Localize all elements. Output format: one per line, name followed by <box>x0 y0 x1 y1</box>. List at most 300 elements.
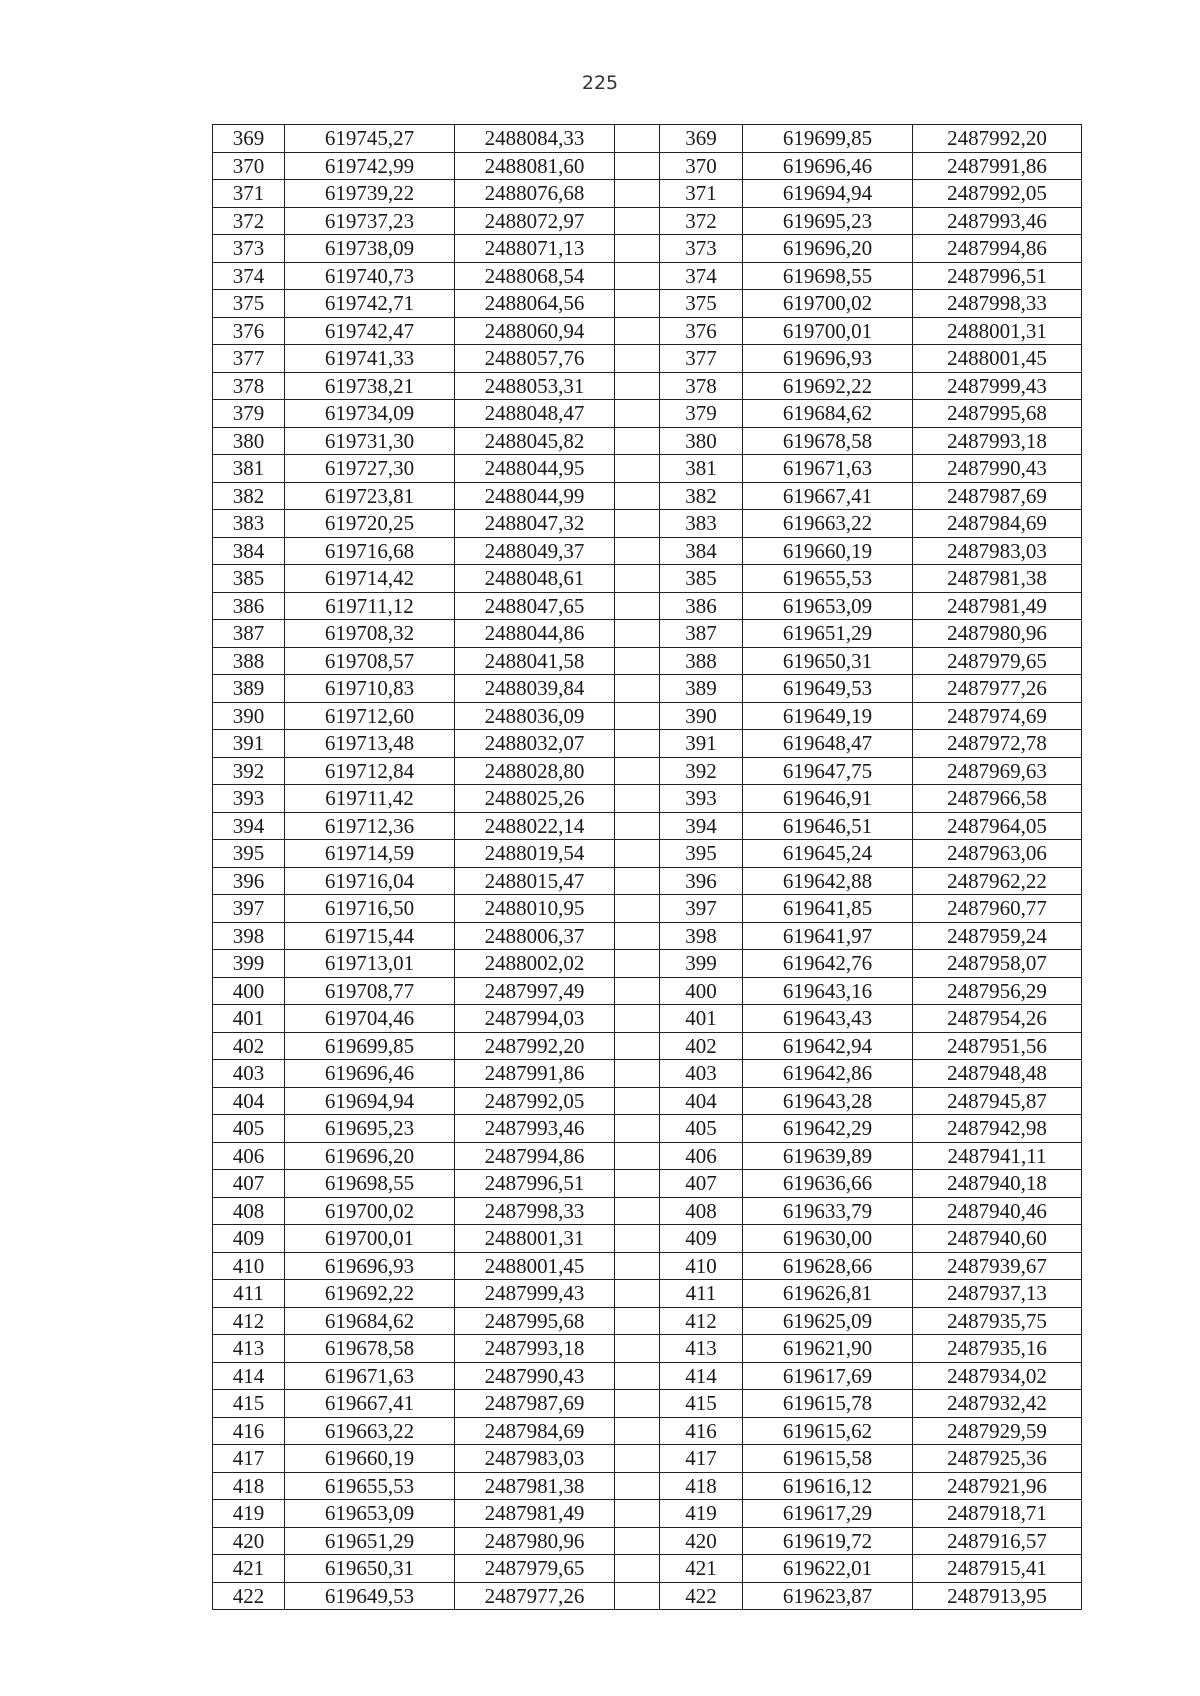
left-y-coordinate-cell: 2487992,05 <box>455 1087 615 1115</box>
right-point-number-cell: 369 <box>660 125 743 153</box>
right-point-number-cell: 393 <box>660 785 743 813</box>
table-row <box>213 1197 1082 1225</box>
spacer-cell <box>615 785 660 813</box>
table-row <box>213 1555 1082 1583</box>
right-point-number-cell: 377 <box>660 345 743 373</box>
right-y-coordinate-cell: 2487962,22 <box>913 867 1082 895</box>
table-row <box>213 345 1082 373</box>
right-point-number-cell: 412 <box>660 1307 743 1335</box>
right-y-coordinate-cell: 2487929,59 <box>913 1417 1082 1445</box>
left-x-coordinate-cell: 619695,23 <box>285 1115 455 1143</box>
page-number: 225 <box>581 72 619 94</box>
left-point-number-cell: 412 <box>213 1307 285 1335</box>
right-y-coordinate-cell: 2487992,20 <box>913 125 1082 153</box>
right-point-number-cell: 384 <box>660 537 743 565</box>
spacer-cell <box>615 482 660 510</box>
left-x-coordinate-cell: 619740,73 <box>285 262 455 290</box>
right-x-coordinate-cell: 619621,90 <box>743 1335 913 1363</box>
right-x-coordinate-cell: 619660,19 <box>743 537 913 565</box>
right-point-number-cell: 422 <box>660 1582 743 1610</box>
left-point-number-cell: 369 <box>213 125 285 153</box>
table-row <box>213 1032 1082 1060</box>
spacer-cell <box>615 345 660 373</box>
right-x-coordinate-cell: 619617,29 <box>743 1500 913 1528</box>
left-y-coordinate-cell: 2488049,37 <box>455 537 615 565</box>
left-y-coordinate-cell: 2488039,84 <box>455 675 615 703</box>
left-x-coordinate-cell: 619734,09 <box>285 400 455 428</box>
table-row <box>213 867 1082 895</box>
left-y-coordinate-cell: 2487994,86 <box>455 1142 615 1170</box>
left-y-coordinate-cell: 2487981,49 <box>455 1500 615 1528</box>
right-point-number-cell: 421 <box>660 1555 743 1583</box>
left-x-coordinate-cell: 619723,81 <box>285 482 455 510</box>
right-x-coordinate-cell: 619671,63 <box>743 455 913 483</box>
right-y-coordinate-cell: 2487981,38 <box>913 565 1082 593</box>
left-x-coordinate-cell: 619716,04 <box>285 867 455 895</box>
left-x-coordinate-cell: 619708,57 <box>285 647 455 675</box>
right-point-number-cell: 398 <box>660 922 743 950</box>
table-row <box>213 895 1082 923</box>
spacer-cell <box>615 1280 660 1308</box>
left-point-number-cell: 420 <box>213 1527 285 1555</box>
table-row <box>213 1362 1082 1390</box>
table-row <box>213 537 1082 565</box>
table-row <box>213 317 1082 345</box>
left-point-number-cell: 373 <box>213 235 285 263</box>
table-row <box>213 1445 1082 1473</box>
spacer-cell <box>615 647 660 675</box>
left-y-coordinate-cell: 2487987,69 <box>455 1390 615 1418</box>
right-x-coordinate-cell: 619700,01 <box>743 317 913 345</box>
table-row <box>213 1390 1082 1418</box>
left-x-coordinate-cell: 619742,71 <box>285 290 455 318</box>
table-row <box>213 1335 1082 1363</box>
table-row <box>213 1252 1082 1280</box>
right-y-coordinate-cell: 2487972,78 <box>913 730 1082 758</box>
left-x-coordinate-cell: 619714,59 <box>285 840 455 868</box>
table-row <box>213 675 1082 703</box>
left-y-coordinate-cell: 2488036,09 <box>455 702 615 730</box>
spacer-cell <box>615 1005 660 1033</box>
right-point-number-cell: 417 <box>660 1445 743 1473</box>
right-x-coordinate-cell: 619642,76 <box>743 950 913 978</box>
right-y-coordinate-cell: 2487935,75 <box>913 1307 1082 1335</box>
left-x-coordinate-cell: 619651,29 <box>285 1527 455 1555</box>
spacer-cell <box>615 510 660 538</box>
table-row <box>213 812 1082 840</box>
table-row <box>213 510 1082 538</box>
right-x-coordinate-cell: 619696,46 <box>743 152 913 180</box>
right-point-number-cell: 380 <box>660 427 743 455</box>
right-x-coordinate-cell: 619642,88 <box>743 867 913 895</box>
right-x-coordinate-cell: 619639,89 <box>743 1142 913 1170</box>
spacer-cell <box>615 455 660 483</box>
left-point-number-cell: 418 <box>213 1472 285 1500</box>
left-y-coordinate-cell: 2487992,20 <box>455 1032 615 1060</box>
table-row <box>213 1142 1082 1170</box>
spacer-cell <box>615 372 660 400</box>
left-x-coordinate-cell: 619738,09 <box>285 235 455 263</box>
left-y-coordinate-cell: 2488072,97 <box>455 207 615 235</box>
left-x-coordinate-cell: 619694,94 <box>285 1087 455 1115</box>
right-x-coordinate-cell: 619628,66 <box>743 1252 913 1280</box>
right-y-coordinate-cell: 2487980,96 <box>913 620 1082 648</box>
spacer-cell <box>615 1115 660 1143</box>
right-y-coordinate-cell: 2487995,68 <box>913 400 1082 428</box>
left-x-coordinate-cell: 619712,84 <box>285 757 455 785</box>
left-point-number-cell: 417 <box>213 1445 285 1473</box>
left-y-coordinate-cell: 2488010,95 <box>455 895 615 923</box>
left-point-number-cell: 394 <box>213 812 285 840</box>
right-point-number-cell: 370 <box>660 152 743 180</box>
right-point-number-cell: 383 <box>660 510 743 538</box>
left-y-coordinate-cell: 2487991,86 <box>455 1060 615 1088</box>
right-x-coordinate-cell: 619667,41 <box>743 482 913 510</box>
left-y-coordinate-cell: 2488001,31 <box>455 1225 615 1253</box>
right-point-number-cell: 379 <box>660 400 743 428</box>
right-y-coordinate-cell: 2487916,57 <box>913 1527 1082 1555</box>
right-y-coordinate-cell: 2487998,33 <box>913 290 1082 318</box>
right-point-number-cell: 386 <box>660 592 743 620</box>
right-x-coordinate-cell: 619641,85 <box>743 895 913 923</box>
table-row <box>213 1280 1082 1308</box>
left-y-coordinate-cell: 2487998,33 <box>455 1197 615 1225</box>
right-x-coordinate-cell: 619619,72 <box>743 1527 913 1555</box>
right-point-number-cell: 401 <box>660 1005 743 1033</box>
right-y-coordinate-cell: 2487925,36 <box>913 1445 1082 1473</box>
right-y-coordinate-cell: 2487956,29 <box>913 977 1082 1005</box>
right-y-coordinate-cell: 2487992,05 <box>913 180 1082 208</box>
right-y-coordinate-cell: 2487999,43 <box>913 372 1082 400</box>
right-y-coordinate-cell: 2487966,58 <box>913 785 1082 813</box>
right-y-coordinate-cell: 2487990,43 <box>913 455 1082 483</box>
left-y-coordinate-cell: 2487997,49 <box>455 977 615 1005</box>
left-y-coordinate-cell: 2487995,68 <box>455 1307 615 1335</box>
left-point-number-cell: 389 <box>213 675 285 703</box>
right-y-coordinate-cell: 2488001,31 <box>913 317 1082 345</box>
spacer-cell <box>615 1335 660 1363</box>
right-y-coordinate-cell: 2487939,67 <box>913 1252 1082 1280</box>
left-y-coordinate-cell: 2488081,60 <box>455 152 615 180</box>
left-y-coordinate-cell: 2487984,69 <box>455 1417 615 1445</box>
right-x-coordinate-cell: 619648,47 <box>743 730 913 758</box>
right-y-coordinate-cell: 2487977,26 <box>913 675 1082 703</box>
spacer-cell <box>615 1225 660 1253</box>
left-y-coordinate-cell: 2488044,95 <box>455 455 615 483</box>
table-row <box>213 922 1082 950</box>
right-x-coordinate-cell: 619653,09 <box>743 592 913 620</box>
table-row <box>213 262 1082 290</box>
spacer-cell <box>615 977 660 1005</box>
spacer-cell <box>615 895 660 923</box>
right-y-coordinate-cell: 2487954,26 <box>913 1005 1082 1033</box>
right-point-number-cell: 378 <box>660 372 743 400</box>
table-row <box>213 1225 1082 1253</box>
spacer-cell <box>615 235 660 263</box>
right-x-coordinate-cell: 619616,12 <box>743 1472 913 1500</box>
right-point-number-cell: 389 <box>660 675 743 703</box>
right-point-number-cell: 413 <box>660 1335 743 1363</box>
right-y-coordinate-cell: 2487969,63 <box>913 757 1082 785</box>
right-point-number-cell: 403 <box>660 1060 743 1088</box>
right-point-number-cell: 399 <box>660 950 743 978</box>
spacer-cell <box>615 1500 660 1528</box>
left-x-coordinate-cell: 619708,32 <box>285 620 455 648</box>
spacer-cell <box>615 180 660 208</box>
spacer-cell <box>615 620 660 648</box>
right-x-coordinate-cell: 619642,29 <box>743 1115 913 1143</box>
table-row <box>213 1060 1082 1088</box>
left-point-number-cell: 410 <box>213 1252 285 1280</box>
right-point-number-cell: 396 <box>660 867 743 895</box>
right-y-coordinate-cell: 2487959,24 <box>913 922 1082 950</box>
left-point-number-cell: 402 <box>213 1032 285 1060</box>
left-point-number-cell: 387 <box>213 620 285 648</box>
right-y-coordinate-cell: 2487993,46 <box>913 207 1082 235</box>
left-point-number-cell: 397 <box>213 895 285 923</box>
left-point-number-cell: 375 <box>213 290 285 318</box>
left-point-number-cell: 381 <box>213 455 285 483</box>
left-y-coordinate-cell: 2487993,46 <box>455 1115 615 1143</box>
right-point-number-cell: 392 <box>660 757 743 785</box>
left-x-coordinate-cell: 619714,42 <box>285 565 455 593</box>
right-x-coordinate-cell: 619617,69 <box>743 1362 913 1390</box>
left-x-coordinate-cell: 619699,85 <box>285 1032 455 1060</box>
right-point-number-cell: 382 <box>660 482 743 510</box>
table-row <box>213 785 1082 813</box>
left-x-coordinate-cell: 619704,46 <box>285 1005 455 1033</box>
table-row <box>213 455 1082 483</box>
right-x-coordinate-cell: 619655,53 <box>743 565 913 593</box>
left-x-coordinate-cell: 619715,44 <box>285 922 455 950</box>
table-row <box>213 1500 1082 1528</box>
table-row <box>213 400 1082 428</box>
left-y-coordinate-cell: 2488047,65 <box>455 592 615 620</box>
left-x-coordinate-cell: 619667,41 <box>285 1390 455 1418</box>
left-y-coordinate-cell: 2487981,38 <box>455 1472 615 1500</box>
right-x-coordinate-cell: 619698,55 <box>743 262 913 290</box>
left-y-coordinate-cell: 2487996,51 <box>455 1170 615 1198</box>
table-row <box>213 647 1082 675</box>
table-row <box>213 125 1082 153</box>
left-y-coordinate-cell: 2488028,80 <box>455 757 615 785</box>
spacer-cell <box>615 1087 660 1115</box>
right-point-number-cell: 371 <box>660 180 743 208</box>
spacer-cell <box>615 207 660 235</box>
left-y-coordinate-cell: 2488076,68 <box>455 180 615 208</box>
spacer-cell <box>615 675 660 703</box>
right-y-coordinate-cell: 2487935,16 <box>913 1335 1082 1363</box>
left-y-coordinate-cell: 2487983,03 <box>455 1445 615 1473</box>
spacer-cell <box>615 867 660 895</box>
table-row <box>213 620 1082 648</box>
spacer-cell <box>615 1362 660 1390</box>
left-point-number-cell: 383 <box>213 510 285 538</box>
right-y-coordinate-cell: 2487984,69 <box>913 510 1082 538</box>
right-x-coordinate-cell: 619641,97 <box>743 922 913 950</box>
right-point-number-cell: 418 <box>660 1472 743 1500</box>
right-point-number-cell: 391 <box>660 730 743 758</box>
left-y-coordinate-cell: 2488045,82 <box>455 427 615 455</box>
right-y-coordinate-cell: 2487934,02 <box>913 1362 1082 1390</box>
left-y-coordinate-cell: 2488071,13 <box>455 235 615 263</box>
right-y-coordinate-cell: 2488001,45 <box>913 345 1082 373</box>
left-y-coordinate-cell: 2488084,33 <box>455 125 615 153</box>
left-y-coordinate-cell: 2488047,32 <box>455 510 615 538</box>
left-x-coordinate-cell: 619720,25 <box>285 510 455 538</box>
left-point-number-cell: 408 <box>213 1197 285 1225</box>
left-point-number-cell: 374 <box>213 262 285 290</box>
left-x-coordinate-cell: 619655,53 <box>285 1472 455 1500</box>
right-y-coordinate-cell: 2487945,87 <box>913 1087 1082 1115</box>
right-x-coordinate-cell: 619625,09 <box>743 1307 913 1335</box>
table-row <box>213 482 1082 510</box>
left-x-coordinate-cell: 619711,12 <box>285 592 455 620</box>
table-row <box>213 565 1082 593</box>
left-point-number-cell: 396 <box>213 867 285 895</box>
table-row <box>213 1472 1082 1500</box>
left-x-coordinate-cell: 619698,55 <box>285 1170 455 1198</box>
spacer-cell <box>615 1445 660 1473</box>
spacer-cell <box>615 290 660 318</box>
table-row <box>213 1582 1082 1610</box>
table-row <box>213 1115 1082 1143</box>
right-y-coordinate-cell: 2487948,48 <box>913 1060 1082 1088</box>
left-x-coordinate-cell: 619713,01 <box>285 950 455 978</box>
right-point-number-cell: 381 <box>660 455 743 483</box>
right-x-coordinate-cell: 619649,53 <box>743 675 913 703</box>
right-x-coordinate-cell: 619643,16 <box>743 977 913 1005</box>
left-point-number-cell: 404 <box>213 1087 285 1115</box>
left-point-number-cell: 403 <box>213 1060 285 1088</box>
right-y-coordinate-cell: 2487932,42 <box>913 1390 1082 1418</box>
left-x-coordinate-cell: 619684,62 <box>285 1307 455 1335</box>
left-x-coordinate-cell: 619663,22 <box>285 1417 455 1445</box>
left-point-number-cell: 384 <box>213 537 285 565</box>
left-y-coordinate-cell: 2488006,37 <box>455 922 615 950</box>
spacer-cell <box>615 1032 660 1060</box>
right-x-coordinate-cell: 619699,85 <box>743 125 913 153</box>
right-x-coordinate-cell: 619650,31 <box>743 647 913 675</box>
right-point-number-cell: 394 <box>660 812 743 840</box>
spacer-cell <box>615 125 660 153</box>
left-point-number-cell: 395 <box>213 840 285 868</box>
right-x-coordinate-cell: 619623,87 <box>743 1582 913 1610</box>
table-row <box>213 730 1082 758</box>
left-y-coordinate-cell: 2487990,43 <box>455 1362 615 1390</box>
right-point-number-cell: 397 <box>660 895 743 923</box>
left-point-number-cell: 388 <box>213 647 285 675</box>
left-point-number-cell: 391 <box>213 730 285 758</box>
spacer-cell <box>615 1170 660 1198</box>
table-row <box>213 977 1082 1005</box>
left-point-number-cell: 401 <box>213 1005 285 1033</box>
right-y-coordinate-cell: 2487996,51 <box>913 262 1082 290</box>
coordinates-table-body <box>213 125 1082 1610</box>
left-x-coordinate-cell: 619711,42 <box>285 785 455 813</box>
left-point-number-cell: 370 <box>213 152 285 180</box>
right-point-number-cell: 411 <box>660 1280 743 1308</box>
right-point-number-cell: 414 <box>660 1362 743 1390</box>
left-point-number-cell: 399 <box>213 950 285 978</box>
right-x-coordinate-cell: 619663,22 <box>743 510 913 538</box>
spacer-cell <box>615 262 660 290</box>
left-x-coordinate-cell: 619653,09 <box>285 1500 455 1528</box>
right-x-coordinate-cell: 619626,81 <box>743 1280 913 1308</box>
left-point-number-cell: 382 <box>213 482 285 510</box>
left-x-coordinate-cell: 619671,63 <box>285 1362 455 1390</box>
left-y-coordinate-cell: 2487994,03 <box>455 1005 615 1033</box>
right-point-number-cell: 420 <box>660 1527 743 1555</box>
right-point-number-cell: 372 <box>660 207 743 235</box>
right-y-coordinate-cell: 2487981,49 <box>913 592 1082 620</box>
left-point-number-cell: 407 <box>213 1170 285 1198</box>
left-x-coordinate-cell: 619650,31 <box>285 1555 455 1583</box>
left-x-coordinate-cell: 619742,47 <box>285 317 455 345</box>
left-x-coordinate-cell: 619727,30 <box>285 455 455 483</box>
left-point-number-cell: 422 <box>213 1582 285 1610</box>
table-row <box>213 950 1082 978</box>
right-x-coordinate-cell: 619630,00 <box>743 1225 913 1253</box>
left-y-coordinate-cell: 2487980,96 <box>455 1527 615 1555</box>
right-y-coordinate-cell: 2487974,69 <box>913 702 1082 730</box>
right-y-coordinate-cell: 2487913,95 <box>913 1582 1082 1610</box>
left-y-coordinate-cell: 2488057,76 <box>455 345 615 373</box>
right-y-coordinate-cell: 2487960,77 <box>913 895 1082 923</box>
left-x-coordinate-cell: 619716,50 <box>285 895 455 923</box>
left-x-coordinate-cell: 619700,01 <box>285 1225 455 1253</box>
spacer-cell <box>615 427 660 455</box>
spacer-cell <box>615 1390 660 1418</box>
spacer-cell <box>615 730 660 758</box>
left-x-coordinate-cell: 619739,22 <box>285 180 455 208</box>
spacer-cell <box>615 1582 660 1610</box>
table-row <box>213 152 1082 180</box>
right-y-coordinate-cell: 2487987,69 <box>913 482 1082 510</box>
left-point-number-cell: 392 <box>213 757 285 785</box>
left-x-coordinate-cell: 619696,46 <box>285 1060 455 1088</box>
right-x-coordinate-cell: 619646,51 <box>743 812 913 840</box>
right-x-coordinate-cell: 619700,02 <box>743 290 913 318</box>
right-point-number-cell: 404 <box>660 1087 743 1115</box>
left-y-coordinate-cell: 2487979,65 <box>455 1555 615 1583</box>
right-y-coordinate-cell: 2487993,18 <box>913 427 1082 455</box>
right-y-coordinate-cell: 2487958,07 <box>913 950 1082 978</box>
spacer-cell <box>615 400 660 428</box>
right-x-coordinate-cell: 619615,78 <box>743 1390 913 1418</box>
left-y-coordinate-cell: 2488068,54 <box>455 262 615 290</box>
table-row <box>213 427 1082 455</box>
right-point-number-cell: 406 <box>660 1142 743 1170</box>
left-x-coordinate-cell: 619742,99 <box>285 152 455 180</box>
spacer-cell <box>615 1417 660 1445</box>
left-y-coordinate-cell: 2488001,45 <box>455 1252 615 1280</box>
table-row <box>213 372 1082 400</box>
right-x-coordinate-cell: 619692,22 <box>743 372 913 400</box>
table-row <box>213 1527 1082 1555</box>
right-y-coordinate-cell: 2487991,86 <box>913 152 1082 180</box>
table-row <box>213 1170 1082 1198</box>
right-x-coordinate-cell: 619647,75 <box>743 757 913 785</box>
left-x-coordinate-cell: 619710,83 <box>285 675 455 703</box>
left-x-coordinate-cell: 619713,48 <box>285 730 455 758</box>
left-point-number-cell: 405 <box>213 1115 285 1143</box>
right-y-coordinate-cell: 2487918,71 <box>913 1500 1082 1528</box>
left-point-number-cell: 416 <box>213 1417 285 1445</box>
right-x-coordinate-cell: 619646,91 <box>743 785 913 813</box>
spacer-cell <box>615 757 660 785</box>
right-x-coordinate-cell: 619696,20 <box>743 235 913 263</box>
